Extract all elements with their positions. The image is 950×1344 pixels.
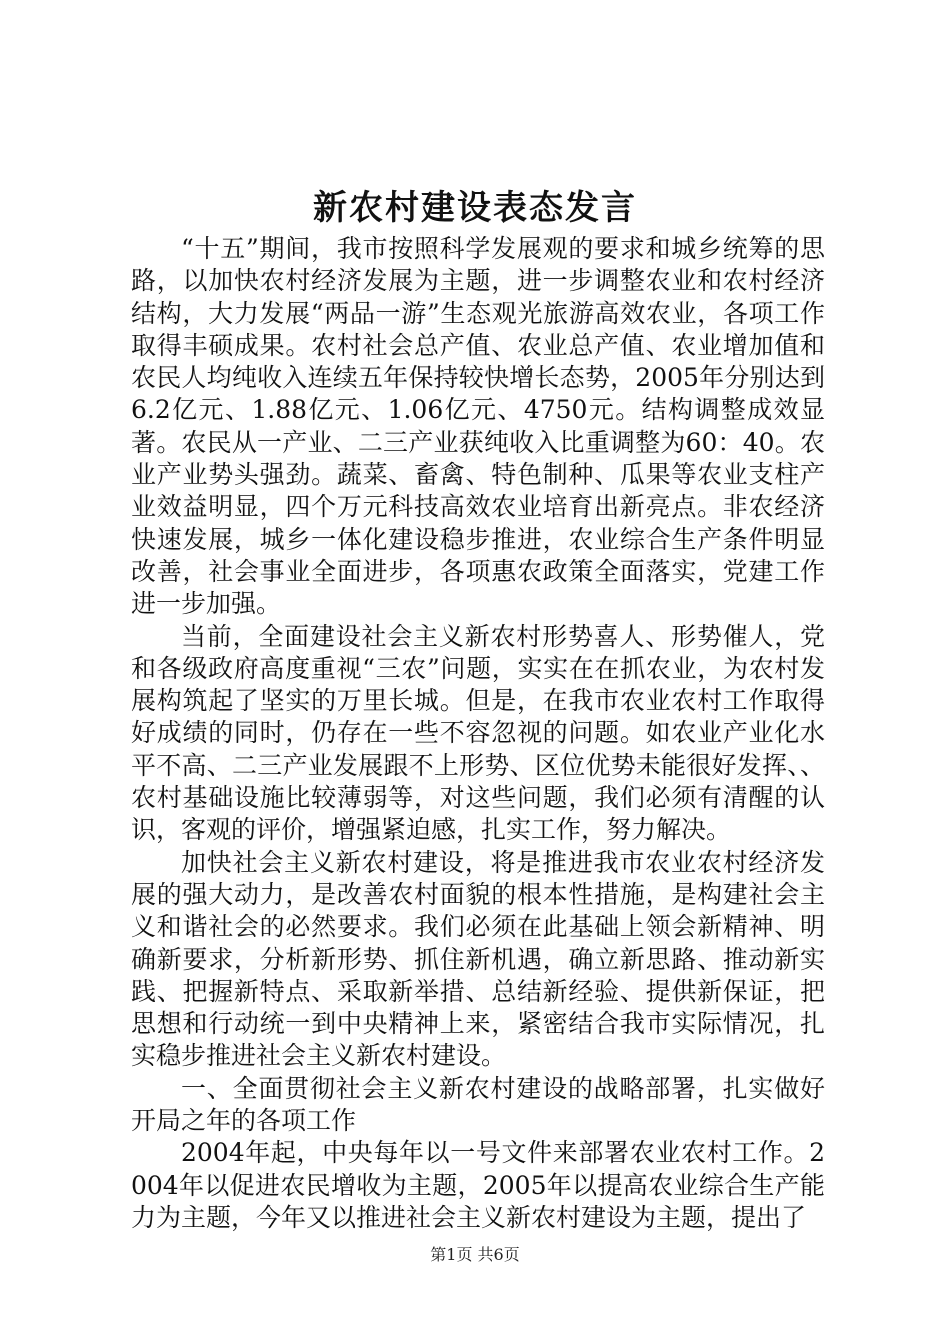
paragraph-3: 加快社会主义新农村建设，将是推进我市农业农村经济发展的强大动力，是改善农村面貌的根本性措施，是构建社会主义和谐社会的必然要求。我们必须在此基础上领会新精神、明确新要求，分析新形势、抓住新机遇，确立新思路、推动新实践、把握新特点、采取新举措、总结新经验、提供新保证，把思想和行动统一到中央精神上来，紧密结合我市实际情况，扎实稳步推进社会主义新农村建设。 xyxy=(131,847,825,1071)
section-heading-1: 一、全面贯彻社会主义新农村建设的战略部署，扎实做好开局之年的各项工作 xyxy=(131,1073,825,1136)
document-body xyxy=(131,233,825,1234)
document-title: 新农村建设表态发言 xyxy=(313,188,637,228)
paragraph-4: 2004年起，中央每年以一号文件来部署农业农村工作。2004年以促进农民增收为主题，2005年以提高农业综合生产能力为主题，今年又以推进社会主义新农村建设为主题，提出了 xyxy=(131,1138,825,1232)
paragraph-2: 当前，全面建设社会主义新农村形势喜人、形势催人，党和各级政府高度重视“三农”问题，实实在在抓农业，为农村发展构筑起了坚实的万里长城。但是，在我市农业农村工作取得好成绩的同时，仍存在一些不容忽视的问题。如农业产业化水平不高、二三产业发展跟不上形势、区位优势未能很好发挥、、农村基础设施比较薄弱等，对这些问题，我们必须有清醒的认识，客观的评价，增强紧迫感，扎实工作，努力解决。 xyxy=(131,621,825,845)
page-footer: 第1页 共6页 xyxy=(430,1245,520,1264)
paragraph-1: “十五”期间，我市按照科学发展观的要求和城乡统筹的思路，以加快农村经济发展为主题，进一步调整农业和农村经济结构，大力发展“两品一游”生态观光旅游高效农业，各项工作取得丰硕成果。农村社会总产值、农业总产值、农业增加值和农民人均纯收入连续五年保持较快增长态势，2005年分别达到6.2亿元、1.88亿元、1.06亿元、4750元。结构调整成效显著。农民从一产业、二三产业获纯收入比重调整为60：40。农业产业势头强劲。蔬菜、畜禽、特色制种、瓜果等农业支柱产业效益明显，四个万元科技高效农业培育出新亮点。非农经济快速发展，城乡一体化建设稳步推进，农业综合生产条件明显改善，社会事业全面进步，各项惠农政策全面落实，党建工作进一步加强。 xyxy=(131,234,825,619)
